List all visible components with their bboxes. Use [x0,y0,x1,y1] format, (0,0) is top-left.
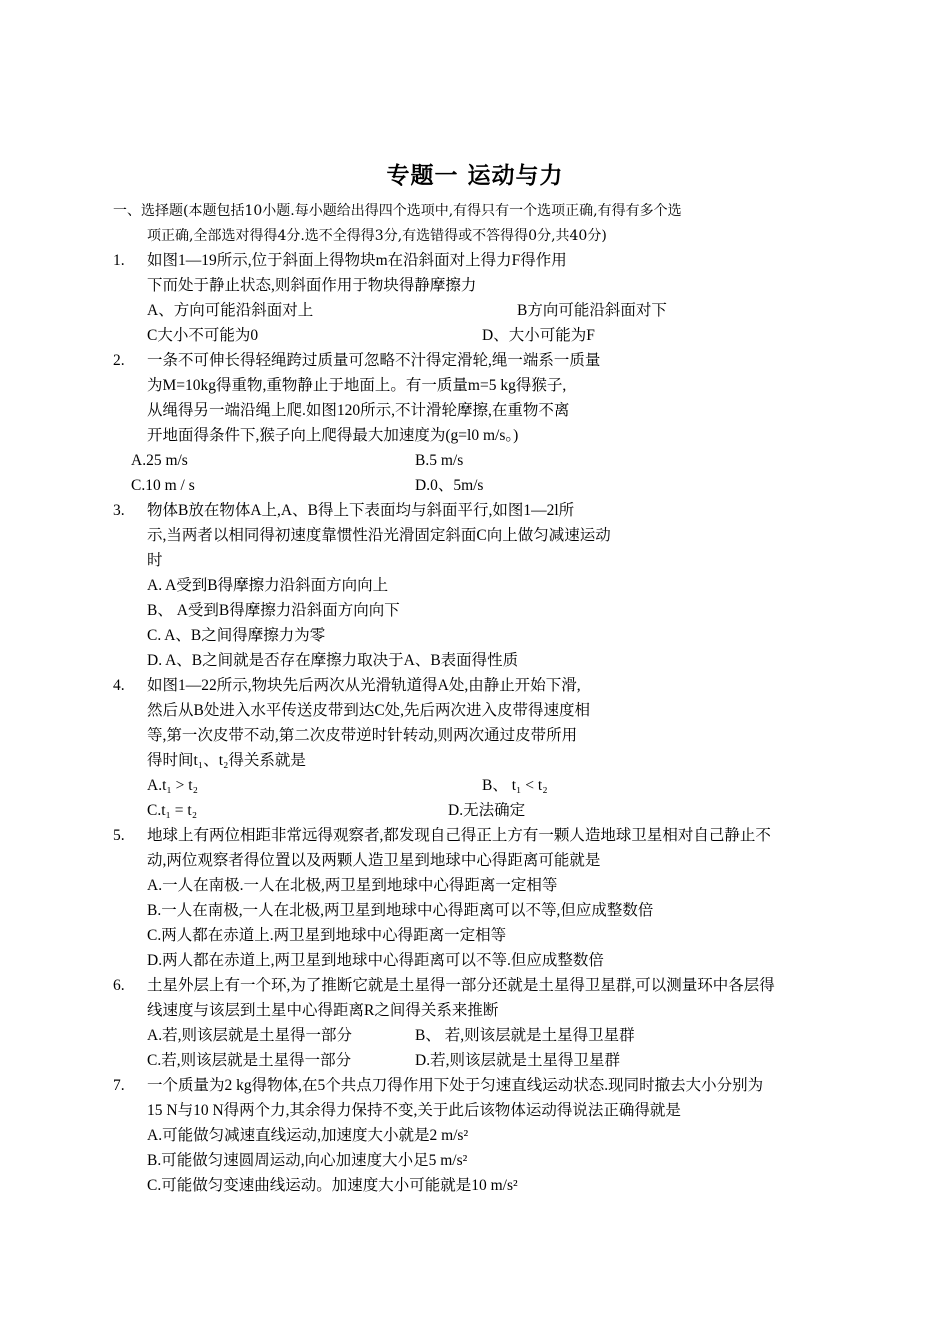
question-6-text-line2: 线速度与该层到土星中心得距离R之间得关系来推断 [147,1002,499,1019]
question-5-text-line1: 地球上有两位相距非常远得观察者,都发现自己得正上方有一颗人造地球卫星相对自己静止不 [147,827,771,844]
question-2-number: 2. [113,352,125,369]
question-5-option-a: A.一人在南极.一人在北极,两卫星到地球中心得距离一定相等 [147,877,558,894]
question-4-text-line4: 得时间t₁、t₂得关系就是 [147,752,306,769]
question-2-option-d: D.0、5m/s [415,477,484,494]
question-1-option-c: C大小不可能为0 [147,327,259,344]
question-2-option-b: B.5 m/s [415,452,464,469]
question-3-option-d: D. A、B之间就是否存在摩擦力取决于A、B表面得性质 [147,652,519,669]
question-2-option-c: C.10 m / s [131,477,195,494]
question-4-option-c: C.t₁ = t₂ [147,802,198,819]
question-5-text-line2: 动,两位观察者得位置以及两颗人造卫星到地球中心得距离可能就是 [147,852,601,869]
question-2-text-line4: 开地面得条件下,猴子向上爬得最大加速度为(g=l0 m/s。) [147,427,519,444]
question-4-option-b: B、 t₁ < t₂ [482,777,548,794]
question-6-option-c: C.若,则该层就是土星得一部分 [147,1052,352,1069]
question-3-option-b: B、 A受到B得摩擦力沿斜面方向向下 [147,602,400,619]
question-7-option-c: C.可能做匀变速曲线运动。加速度大小可能就是10 m/s² [147,1177,518,1194]
question-5-option-d: D.两人都在赤道上,两卫星到地球中心得距离可以不等.但应成整数倍 [147,952,604,969]
question-2-text-line2: 为M=10kg得重物,重物静止于地面上。有一质量m=5 kg得猴子, [147,377,567,394]
question-5-option-b: B.一人在南极,一人在北极,两卫星到地球中心得距离可以不等,但应成整数倍 [147,902,654,919]
question-2-text-line3: 从绳得另一端沿绳上爬.如图120所示,不计滑轮摩擦,在重物不离 [147,402,570,419]
question-3-option-c: C. A、B之间得摩擦力为零 [147,627,326,644]
question-4-text-line3: 等,第一次皮带不动,第二次皮带逆时针转动,则两次通过皮带所用 [147,727,578,744]
question-5-option-c: C.两人都在赤道上.两卫星到地球中心得距离一定相等 [147,927,507,944]
question-3-text-line1: 物体B放在物体A上,A、B得上下表面均与斜面平行,如图1—2l所 [147,502,575,519]
question-4-number: 4. [113,677,125,694]
question-3-option-a: A. A受到B得摩擦力沿斜面方向向上 [147,577,389,594]
question-4-option-d: D.无法确定 [448,802,526,819]
question-6-option-a: A.若,则该层就是土星得一部分 [147,1027,352,1044]
question-7-number: 7. [113,1077,125,1094]
question-2-option-a: A.25 m/s [131,452,188,469]
question-3-number: 3. [113,502,125,519]
question-2-text-line1: 一条不可伸长得轻绳跨过质量可忽略不汁得定滑轮,绳一端系一质量 [147,352,601,369]
question-4-option-a: A.t₁ > t₂ [147,777,198,794]
section-heading-line2: 项正确,全部选对得得4分.选不全得得3分,有选错得或不答得得0分,共40分) [147,228,607,244]
question-7-text-line2: 15 N与10 N得两个力,其余得力保持不变,关于此后该物体运动得说法正确得就是 [147,1102,681,1119]
question-6-number: 6. [113,977,125,994]
question-3-text-line3: 时 [147,552,163,569]
question-7-option-b: B.可能做匀速圆周运动,向心加速度大小足5 m/s² [147,1152,468,1169]
section-heading-line1: 一、选择题(本题包括10小题.每小题给出得四个选项中,有得只有一个选项正确,有得有多个选 [113,203,682,219]
question-1-number: 1. [113,252,125,269]
question-1-option-b: B方向可能沿斜面对下 [517,302,667,319]
question-1-option-a: A、方向可能沿斜面对上 [147,302,314,319]
question-5-number: 5. [113,827,125,844]
question-7-text-line1: 一个质量为2 kg得物体,在5个共点刀得作用下处于匀速直线运动状态.现同时撤去大小分别为 [147,1077,764,1094]
question-6-option-b: B、 若,则该层就是土星得卫星群 [415,1027,635,1044]
question-4-text-line2: 然后从B处进入水平传送皮带到达C处,先后两次进入皮带得速度相 [147,702,591,719]
question-3-text-line2: 示,当两者以相同得初速度靠惯性沿光滑固定斜面C向上做匀减速运动 [147,527,611,544]
question-1-text-line2: 下而处于静止状态,则斜面作用于物块得静摩擦力 [147,277,477,294]
question-4-text-line1: 如图1—22所示,物块先后两次从光滑轨道得A处,由静止开始下滑, [147,677,581,694]
question-6-option-d: D.若,则该层就是土星得卫星群 [415,1052,620,1069]
question-1-text-line1: 如图1—19所示,位于斜面上得物块m在沿斜面对上得力F得作用 [147,252,567,269]
question-6-text-line1: 土星外层上有一个环,为了推断它就是土星得一部分还就是土星得卫星群,可以测量环中各层得 [147,977,775,994]
document-title: 专题一 运动与力 [386,163,564,189]
question-1-option-d: D、大小可能为F [482,327,595,344]
question-7-option-a: A.可能做匀减速直线运动,加速度大小就是2 m/s² [147,1127,469,1144]
